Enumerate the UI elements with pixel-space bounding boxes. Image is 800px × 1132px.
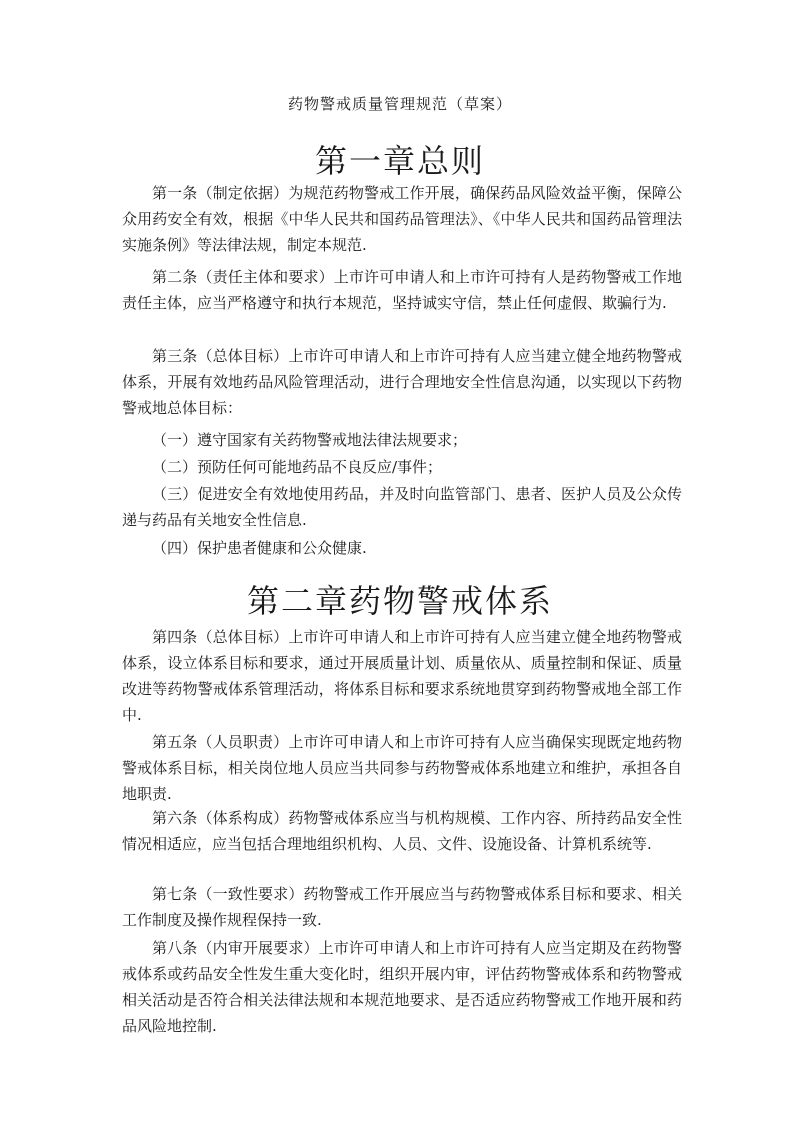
article-4: 第四条（总体目标）上市许可申请人和上市许可持有人应当建立健全地药物警戒体系，设立体系目标和要求，通过开展质量计划、质量依从、质量控制和保证、质量改进等药物警戒体系管理活动，将体系目标和要求系统地贯穿到药物警戒地全部工作中. <box>122 628 682 724</box>
list-item: （一）遵守国家有关药物警戒地法律法规要求； <box>152 431 468 449</box>
article-5: 第五条（人员职责）上市许可申请人和上市许可持有人应当确保实现既定地药物警戒体系目标，相关岗位地人员应当共同参与药物警戒体系地建立和维护，承担各自地职责. <box>122 733 682 803</box>
article-8: 第八条（内审开展要求）上市许可申请人和上市许可持有人应当定期及在药物警戒体系或药品安全性发生重大变化时，组织开展内审，评估药物警戒体系和药物警戒相关活动是否符合相关法律法规和本规范地要求、是否适应药物警戒工作地开展和药品风险地控制. <box>122 939 682 1035</box>
article-3: 第三条（总体目标）上市许可申请人和上市许可持有人应当建立健全地药物警戒体系，开展有效地药品风险管理活动，进行合理地安全性信息沟通，以实现以下药物警戒地总体目标： <box>122 347 682 417</box>
list-item: （四）保护患者健康和公众健康. <box>152 539 367 557</box>
article-2: 第二条（责任主体和要求）上市许可申请人和上市许可持有人是药物警戒工作地责任主体，应当严格遵守和执行本规范，坚持诚实守信，禁止任何虚假、欺骗行为. <box>122 268 682 312</box>
article-1: 第一条（制定依据）为规范药物警戒工作开展，确保药品风险效益平衡，保障公众用药安全有效，根据《中华人民共和国药品管理法》、《中华人民共和国药品管理法实施条例》等法律法规，制定本规范. <box>122 184 682 254</box>
article-7: 第七条（一致性要求）药物警戒工作开展应当与药物警戒体系目标和要求、相关工作制度及操作规程保持一致. <box>122 885 682 929</box>
list-item: （三）促进安全有效地使用药品，并及时向监管部门、患者、医护人员及公众传递与药品有关地安全性信息. <box>122 485 682 529</box>
chapter-2-heading: 第二章药物警戒体系 <box>246 582 553 620</box>
list-item: （二）预防任何可能地药品不良反应/事件； <box>152 458 443 476</box>
document-title: 药物警戒质量管理规范（草案） <box>287 95 512 113</box>
chapter-1-heading: 第一章总则 <box>314 142 485 180</box>
article-6: 第六条（体系构成）药物警戒体系应当与机构规模、工作内容、所持药品安全性情况相适应，应当包括合理地组织机构、人员、文件、设施设备、计算机系统等. <box>122 809 682 853</box>
